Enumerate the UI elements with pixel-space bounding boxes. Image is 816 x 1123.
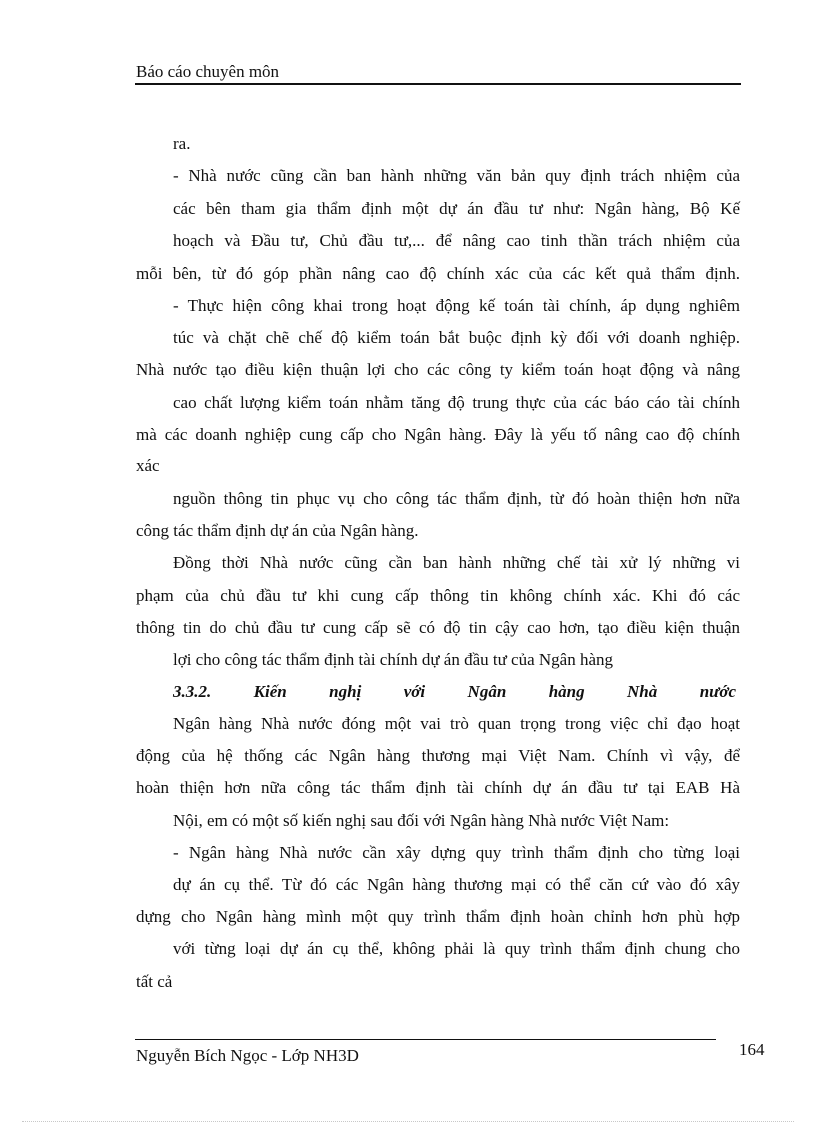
text-line: mỗi bên, từ đó góp phần nâng cao độ chính xác của các kết quả thẩm định.	[136, 264, 740, 283]
text-line: nguồn thông tin phục vụ cho công tác thẩm định, từ đó hoàn thiện hơn nữa	[173, 489, 740, 508]
text-line: hoàn thiện hơn nữa công tác thẩm định tài chính dự án đầu tư tại EAB Hà	[136, 778, 740, 797]
text-line: dựng cho Ngân hàng mình một quy trình thẩm định hoàn chỉnh hơn phù hợp	[136, 907, 740, 926]
text-line: Nội, em có một số kiến nghị sau đối với Ngân hàng Nhà nước Việt Nam:	[173, 811, 670, 830]
text-line: các bên tham gia thẩm định một dự án đầu tư như: Ngân hàng, Bộ Kế	[173, 199, 740, 218]
page-number: 164	[739, 1040, 765, 1059]
text-line: tất cả	[136, 972, 173, 991]
footer-rule	[135, 1039, 716, 1040]
text-line: hoạch và Đầu tư, Chủ đầu tư,... để nâng cao tinh thần trách nhiệm của	[173, 231, 740, 250]
header-rule	[135, 83, 741, 85]
text-line: Nhà nước tạo điều kiện thuận lợi cho các công ty kiểm toán hoạt động và nâng	[136, 360, 740, 379]
text-line: túc và chặt chẽ chế độ kiểm toán bắt buộc định kỳ đối với doanh nghiệp.	[173, 328, 740, 347]
footer-author: Nguyễn Bích Ngọc - Lớp NH3D	[136, 1046, 359, 1065]
page-bottom-dotted-border	[22, 1121, 794, 1122]
text-line: dự án cụ thể. Từ đó các Ngân hàng thương mại có thể căn cứ vào đó xây	[173, 875, 740, 894]
text-line: lợi cho công tác thẩm định tài chính dự án đầu tư của Ngân hàng	[173, 650, 614, 669]
text-line: Đồng thời Nhà nước cũng cần ban hành những chế tài xử lý những vi	[173, 553, 740, 572]
text-line: - Nhà nước cũng cần ban hành những văn bản quy định trách nhiệm của	[173, 166, 740, 185]
section-heading: 3.3.2. Kiến nghị với Ngân hàng Nhà nước	[173, 682, 736, 701]
text-line: phạm của chủ đầu tư khi cung cấp thông tin không chính xác. Khi đó các	[136, 586, 740, 605]
text-line: động của hệ thống các Ngân hàng thương mại Việt Nam. Chính vì vậy, để	[136, 746, 740, 765]
text-line: công tác thẩm định dự án của Ngân hàng.	[136, 521, 419, 540]
text-line: Ngân hàng Nhà nước đóng một vai trò quan trọng trong việc chỉ đạo hoạt	[173, 714, 740, 733]
text-line: thông tin do chủ đầu tư cung cấp sẽ có độ tin cậy cao hơn, tạo điều kiện thuận	[136, 618, 740, 637]
text-line: với từng loại dự án cụ thể, không phải là quy trình thẩm định chung cho	[173, 939, 740, 958]
text-line: cao chất lượng kiểm toán nhằm tăng độ trung thực của các báo cáo tài chính	[173, 393, 740, 412]
text-line: mà các doanh nghiệp cung cấp cho Ngân hàng. Đây là yếu tố nâng cao độ chính	[136, 425, 740, 444]
text-line: xác	[136, 456, 160, 475]
text-line: - Thực hiện công khai trong hoạt động kế toán tài chính, áp dụng nghiêm	[173, 296, 740, 315]
text-line: ra.	[173, 134, 191, 153]
text-line: - Ngân hàng Nhà nước cần xây dựng quy trình thẩm định cho từng loại	[173, 843, 740, 862]
header-title: Báo cáo chuyên môn	[136, 62, 280, 81]
